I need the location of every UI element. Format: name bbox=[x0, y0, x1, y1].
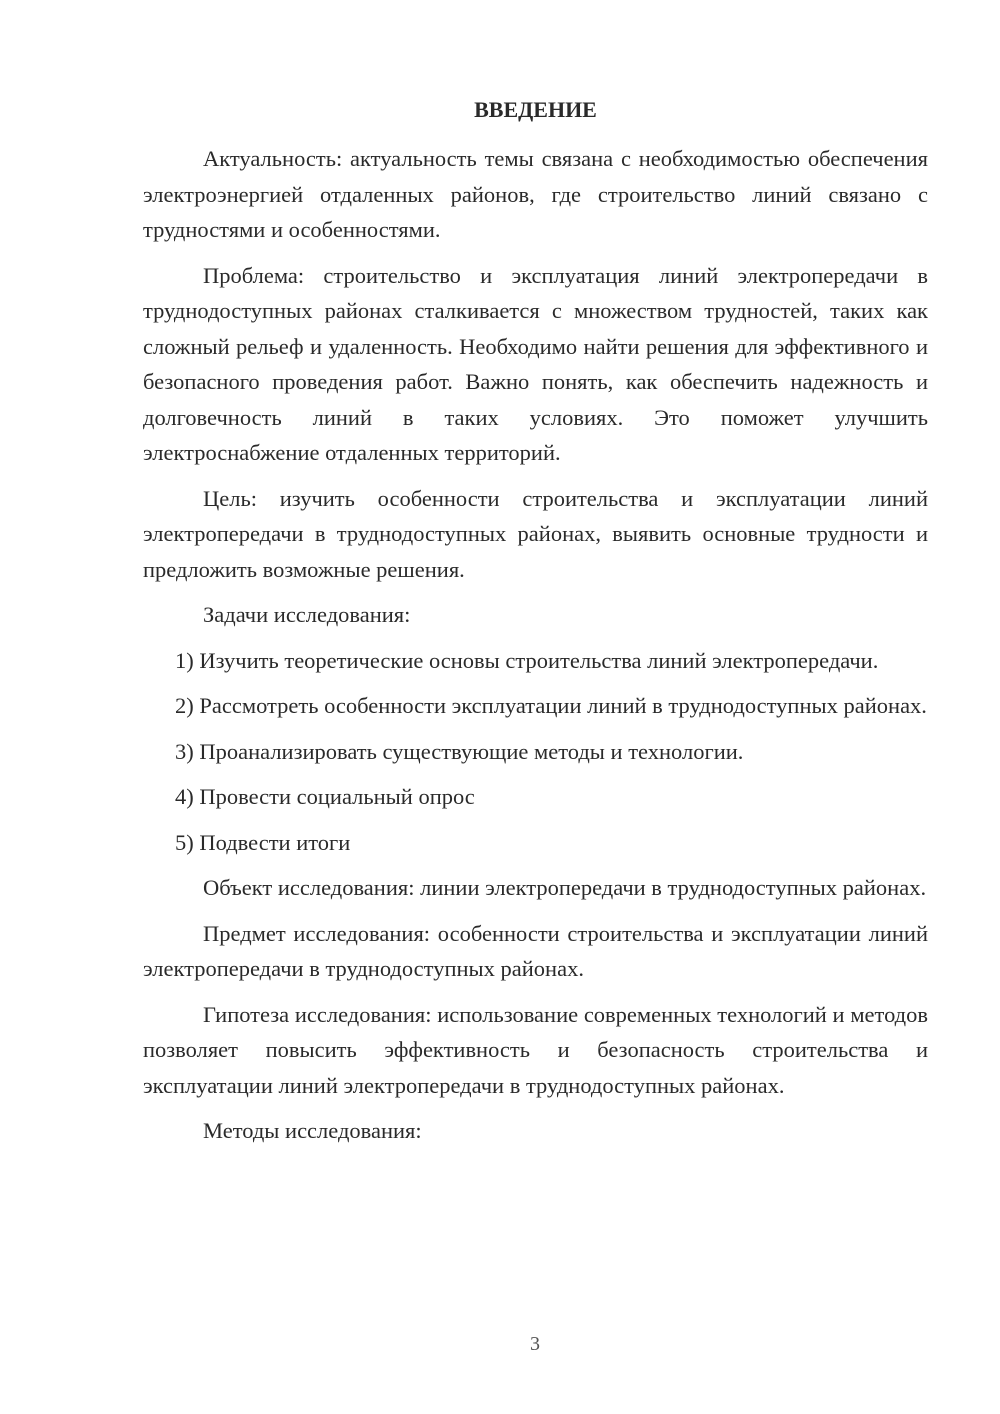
paragraph-subject: Предмет исследования: особенности строительства и эксплуатации линий электропередачи в труднодоступных районах. bbox=[143, 920, 928, 981]
task-item-1: 1) Изучить теоретические основы строительства линий электропередачи. bbox=[175, 647, 879, 673]
document-page bbox=[143, 92, 928, 1149]
paragraph-relevance: Актуальность: актуальность темы связана с необходимостью обеспечения электроэнергией отдаленных районов, где строительство линий связано с трудностями и особенностями. bbox=[143, 146, 928, 242]
page-number: 3 bbox=[530, 1333, 540, 1355]
section-heading: ВВЕДЕНИЕ bbox=[474, 97, 597, 122]
tasks-label: Задачи исследования: bbox=[203, 602, 411, 627]
task-item-4: 4) Провести социальный опрос bbox=[175, 784, 475, 809]
methods-label: Методы исследования: bbox=[203, 1118, 422, 1143]
paragraph-goal: Цель: изучить особенности строительства и эксплуатации линий электропередачи в труднодоступных районах, выявить основные трудности и предложить возможные решения. bbox=[143, 485, 928, 582]
paragraph-object: Объект исследования: линии электропередачи в труднодоступных районах. bbox=[203, 875, 927, 900]
task-item-3: 3) Проанализировать существующие методы и технологии. bbox=[175, 738, 744, 764]
paragraph-problem: Проблема: строительство и эксплуатация линий электропередачи в труднодоступных районах сталкивается с множеством трудностей, таких как сложный рельеф и удаленность. Необходимо найти решения для эффективного и безопасного проведения работ. Важно понять, как обеспечить надежность и долговечность линий в таких условиях. Это поможет улучшить электроснабжение отдаленных территорий. bbox=[143, 262, 928, 465]
task-item-5: 5) Подвести итоги bbox=[175, 829, 351, 855]
paragraph-hypothesis: Гипотеза исследования: использование современных технологий и методов позволяет повысить эффективность и безопасность строительства и эксплуатации линий электропередачи в труднодоступных районах. bbox=[143, 1001, 928, 1098]
task-item-2: 2) Рассмотреть особенности эксплуатации линий в труднодоступных районах. bbox=[175, 693, 927, 718]
